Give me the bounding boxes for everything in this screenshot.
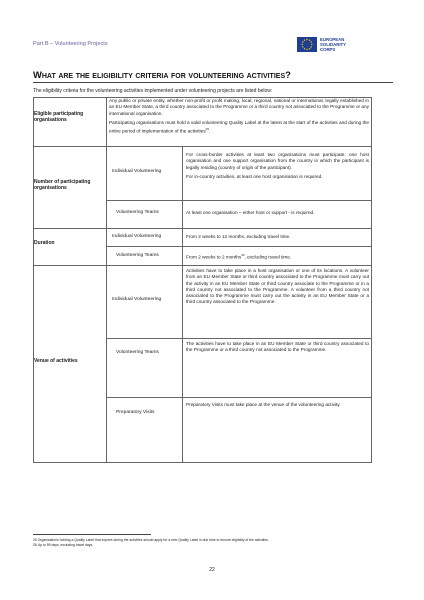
footnote-25: 25 Organisations holding a Quality Label that expires during the activities should apply for a new Quality Label in due time to ensure eligibility of the activities.	[33, 538, 269, 542]
section-header: Part B – Volunteering Projects	[33, 41, 108, 47]
footnote-rule	[33, 534, 151, 535]
venue-prep-text: Preparatory Visits must take place at the venue of the volunteering activity.	[186, 402, 341, 407]
table-row-divider	[33, 228, 372, 229]
sub-row-divider	[106, 246, 372, 247]
table-row-divider	[33, 146, 372, 147]
eu-flag-icon	[297, 37, 317, 52]
sub-label-individual: Individual Volunteering	[112, 297, 162, 302]
number-individual-text: For cross-border activities at least two organisations must participate: one host organisation and one support organisation from the country in which the participant is legally residing (country of origin of the participant). For in-country activities, at least one host organisation is required.	[186, 152, 369, 179]
intro-text: The eligibility criteria for the volunteering activities implemented under volunteering projects are listed below:	[33, 88, 273, 94]
sub-row-divider	[106, 397, 372, 398]
duration-teams-text: From 2 weeks to 2 months$^{26}$, excluding travel time.	[186, 253, 292, 260]
logo-wordmark: EUROPEAN SOLIDARITY CORPS	[320, 36, 347, 52]
table-divider	[106, 97, 107, 463]
row-label-number: Number of participating organisations	[34, 179, 91, 191]
sub-divider	[182, 265, 183, 463]
row-label-duration: Duration	[34, 240, 55, 246]
esc-logo	[297, 33, 361, 55]
sub-row-divider	[106, 200, 372, 201]
sub-label-prep: Preparatory Visits	[116, 410, 155, 415]
eligible-text: Any public or private entity, whether non-profit or profit making, local, regional, national or international, legally established in an EU Member State, a third country associated to the Programme or a third country not associated to the Programme or any international organisation. Participating organisations must hold a valid volunteering Quality Label at the latest at the start of the activities and during the entire period of implementation of the activities$^{25}$.	[109, 98, 369, 134]
sub-label-teams: Volunteering Teams	[116, 253, 159, 258]
table-row-divider	[33, 265, 372, 266]
venue-teams-text: The activities have to take place in an EU Member State or third country associated to the Programme or a third country not associated to the Programme.	[186, 341, 369, 353]
page-title: What are the eligibility criteria for volunteering activities?	[33, 69, 393, 83]
sub-label-teams: Volunteering Teams	[116, 210, 159, 215]
sub-row-divider	[106, 338, 372, 339]
footnote-26: 26 Up to 59 days, excluding travel days.	[33, 543, 94, 547]
number-teams-text: At least one organisation – either host or support - is required.	[186, 210, 315, 215]
duration-individual-text: From 2 weeks to 12 months, excluding travel time.	[186, 234, 291, 239]
sub-label-individual: Individual Volunteering	[112, 169, 162, 174]
row-label-venue: Venue of activities	[34, 358, 78, 364]
sub-label-teams: Volunteering Teams	[116, 350, 159, 355]
sub-label-individual: Individual Volunteering	[112, 234, 162, 239]
row-label-eligible: Eligible participating organisations	[34, 111, 84, 123]
sub-divider	[182, 146, 183, 228]
venue-individual-text: Activities have to take place in a host organisation or one of its locations. A volunteer from an EU Member State or third country associated to the Programme must carry out the activity in an EU Member State or third country associate to the Programme or in a third country not associated to the Programme. A volunteer from a third country not associated to the Programme must carry out the activity in an EU Member State or a third country associated to the Programme.	[186, 268, 369, 305]
page-number: 22	[209, 567, 215, 573]
